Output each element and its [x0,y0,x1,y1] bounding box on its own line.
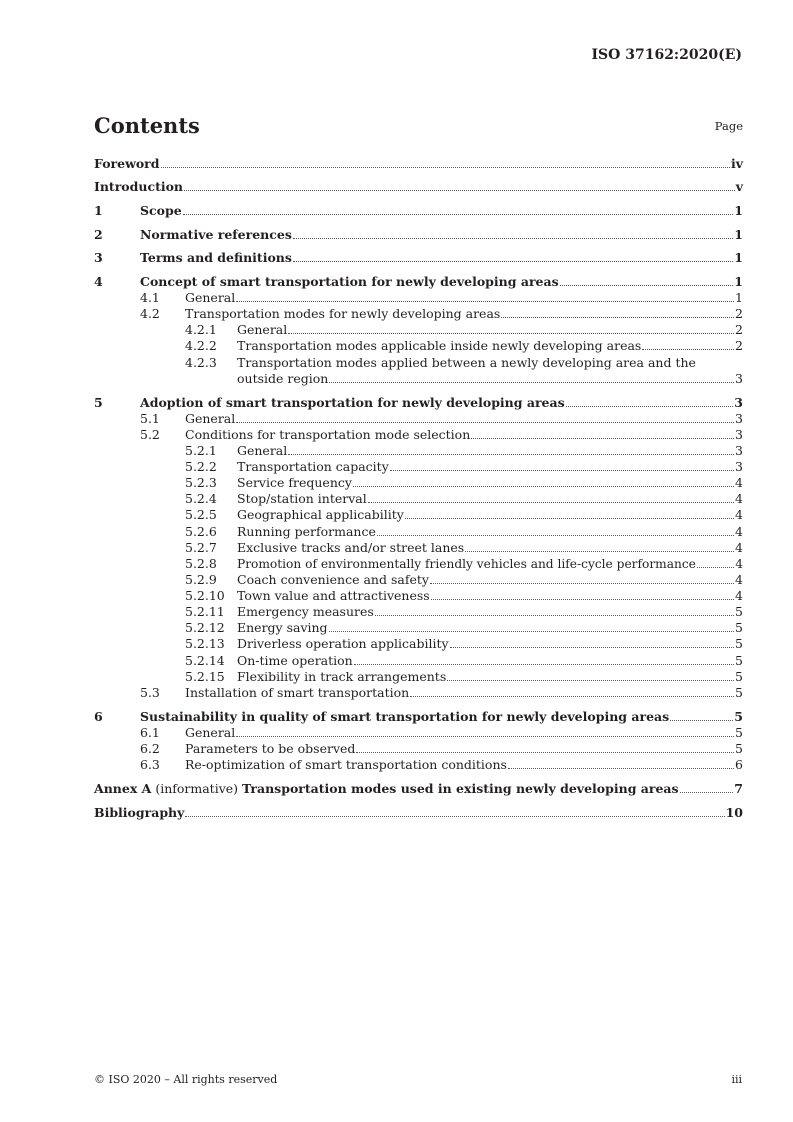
toc-page: 1 [734,203,743,218]
toc-page: 1 [735,290,743,305]
toc-entry-5-2-15[interactable] [237,669,743,685]
leader-dots [508,757,734,769]
toc-entry-terms-and-definitions[interactable] [140,250,743,266]
toc-page: iv [730,156,743,171]
annex-kind: (informative) [151,781,243,796]
toc-entry-6-2[interactable] [185,741,743,757]
toc-page: 4 [735,540,743,555]
leader-dots [293,250,733,262]
toc-title: Concept of smart transportation for newly developing areas [140,274,559,289]
toc-page: 5 [735,636,743,651]
toc-title: Driverless operation applicability [237,636,449,651]
leader-dots [236,290,734,302]
toc-page: 5 [735,653,743,668]
toc-entry-clause-4[interactable] [140,274,743,290]
toc-entry-5-2-10[interactable] [237,588,743,604]
toc-entry-4-2-3[interactable] [237,371,743,387]
toc-entry-foreword[interactable] [94,156,743,172]
toc-page: 4 [735,491,743,506]
toc-title: Adoption of smart transportation for newly developing areas [140,395,565,410]
leader-dots [670,709,733,721]
toc-entry-bibliography[interactable] [94,805,743,821]
leader-dots [288,322,734,334]
toc-page: 3 [735,411,743,426]
toc-entry-normative-references[interactable] [140,227,743,243]
leader-dots [465,540,734,552]
toc-page: 5 [735,620,743,635]
toc-entry-clause-6[interactable] [140,709,743,725]
toc-page: 3 [735,371,743,386]
leader-dots [293,227,733,239]
leader-dots [405,507,734,519]
toc-number: 5.3 [140,685,160,700]
toc-entry-5-2-4[interactable] [237,491,743,507]
toc-page: 5 [735,725,743,740]
copyright-notice: © ISO 2020 – All rights reserved [94,1073,278,1086]
toc-entry-6-3[interactable] [185,757,743,773]
toc-title: Promotion of environmentally friendly vehicles and life-cycle performance [237,557,696,571]
leader-dots [354,653,734,665]
toc-number: 6.1 [140,725,160,740]
toc-page: 1 [734,227,743,242]
page-number: iii [731,1073,742,1086]
toc-number: 6.2 [140,741,160,756]
toc-entry-clause-5[interactable] [140,395,743,411]
leader-dots [377,524,734,536]
toc-title: General [185,411,236,426]
toc-title-line[interactable]: Transportation modes applied between a newly developing area and the [237,355,696,370]
toc-number: 4.2.3 [185,355,217,370]
leader-dots [356,741,734,753]
toc-page: 5 [735,741,743,756]
toc-entry-4-1[interactable] [185,290,743,306]
toc-page: 4 [735,588,743,603]
leader-dots [431,588,734,600]
toc-number: 5.2.2 [185,459,217,474]
toc-title: Exclusive tracks and/or street lanes [237,540,465,555]
toc-title: Terms and definitions [140,250,292,265]
toc-number: 5 [94,395,103,410]
toc-page: v [735,179,743,194]
toc-entry-5-2-13[interactable] [237,636,743,652]
toc-number: 5.2.4 [185,491,217,506]
toc-title: Energy saving [237,620,328,635]
toc-number: 5.2.14 [185,653,225,668]
toc-number: 5.2.7 [185,540,217,555]
toc-number: 4 [94,274,103,289]
leader-dots [501,306,734,318]
leader-dots [697,556,734,568]
toc-number: 4.2 [140,306,160,321]
toc-entry-5-2-8[interactable] [237,556,743,572]
leader-dots [560,274,734,286]
leader-dots [236,411,734,423]
toc-number: 5.2.3 [185,475,217,490]
toc-page: 4 [735,507,743,522]
toc-entry-5-2-1[interactable] [237,443,743,459]
leader-dots [236,725,734,737]
leader-dots [353,475,734,487]
toc-title: Bibliography [94,805,185,820]
toc-title: outside region [237,371,329,386]
leader-dots [680,781,734,793]
toc-entry-5-3[interactable] [185,685,743,701]
leader-dots [185,805,724,817]
toc-entry-4-2[interactable] [185,306,743,322]
toc-entry-5-2-11[interactable] [237,604,743,620]
toc-number: 5.2.11 [185,604,225,619]
toc-number: 4.2.2 [185,338,217,353]
toc-title: Transportation modes used in existing newly developing areas [242,781,679,796]
toc-page: 4 [735,557,743,571]
toc-number: 5.1 [140,411,160,426]
leader-dots [329,620,734,632]
toc-page: 4 [735,572,743,587]
toc-number: 5.2.9 [185,572,217,587]
toc-page: 6 [735,757,743,772]
toc-page: 1 [734,250,743,265]
toc-number: 3 [94,250,103,265]
toc-entry-5-2-2[interactable] [237,459,743,475]
toc-title: General [237,322,288,337]
toc-number: 5.2.5 [185,507,217,522]
toc-page: 2 [735,322,743,337]
toc-title: General [237,443,288,458]
toc-page: 10 [725,805,743,820]
leader-dots [430,572,734,584]
annex-label: Annex A [94,781,152,796]
toc-title: Conditions for transportation mode selection [185,427,471,442]
toc-title: Flexibility in track arrangements [237,669,447,684]
toc-title: Re-optimization of smart transportation conditions [185,757,507,772]
toc-entry-5-1[interactable] [185,411,743,427]
toc-number: 5.2.12 [185,620,225,635]
toc-number: 5.2.10 [185,588,225,603]
toc-entry-5-2-7[interactable] [237,540,743,556]
toc-title: Installation of smart transportation [185,685,410,700]
toc-page: 5 [735,669,743,684]
toc-number: 6.3 [140,757,160,772]
toc-title: Coach convenience and safety [237,572,429,587]
leader-dots [410,685,734,697]
toc-title: General [185,725,236,740]
toc-page: 5 [735,685,743,700]
toc-title: Running performance [237,524,376,539]
toc-entry-6-1[interactable] [185,725,743,741]
toc-page: 5 [734,709,743,724]
toc-number: 5.2 [140,427,160,442]
toc-entry-5-2-5[interactable] [237,507,743,523]
toc-page: 2 [735,306,743,321]
toc-number: 4.1 [140,290,160,305]
toc-title: Sustainability in quality of smart transportation for newly developing areas [140,709,670,724]
leader-dots [375,604,734,616]
toc-page: 3 [735,427,743,442]
toc-page: 1 [734,274,743,289]
leader-dots [288,443,734,455]
leader-dots [642,338,734,350]
toc-number: 4.2.1 [185,322,217,337]
toc-entry-4-2-2[interactable] [237,338,743,354]
page-title: Contents [94,113,200,138]
toc-page: 3 [735,459,743,474]
toc-entry-5-2[interactable] [185,427,743,443]
toc-title: Transportation capacity [237,459,389,474]
page-column-label: Page [714,119,743,133]
toc-entry-introduction[interactable] [94,179,743,195]
toc-entry-5-2-6[interactable] [237,524,743,540]
toc-entry-scope[interactable] [140,203,743,219]
toc-page: 3 [735,443,743,458]
toc-title: Stop/station interval [237,491,367,506]
leader-dots [566,395,734,407]
toc-title: Town value and attractiveness [237,588,430,603]
toc-title: On-time operation [237,653,353,668]
toc-page: 7 [734,781,743,796]
toc-number: 5.2.6 [185,524,217,539]
toc-entry-5-2-12[interactable] [237,620,743,636]
toc-number: 6 [94,709,103,724]
toc-title: Emergency measures [237,604,374,619]
toc-page: 2 [735,338,743,353]
toc-number: 5.2.8 [185,556,217,571]
toc-entry-5-2-14[interactable] [237,653,743,669]
toc-page: 4 [735,475,743,490]
document-id: ISO 37162:2020(E) [591,47,742,63]
toc-number: 2 [94,227,103,242]
toc-page: 4 [735,524,743,539]
toc-entry-5-2-3[interactable] [237,475,743,491]
toc-title: Service frequency [237,475,352,490]
toc-number: 1 [94,203,103,218]
toc-number: 5.2.13 [185,636,225,651]
leader-dots [368,491,734,503]
leader-dots [329,371,734,383]
toc-title: Normative references [140,227,292,242]
toc-title: Transportation modes for newly developing areas [185,306,501,321]
toc-number: 5.2.1 [185,443,217,458]
toc-entry-5-2-9[interactable] [237,572,743,588]
toc-title: Parameters to be observed [185,741,356,756]
toc-page: 5 [735,604,743,619]
leader-dots [450,636,735,648]
leader-dots [183,203,734,215]
contents-heading [94,113,743,137]
toc-entry-annex-a[interactable] [94,781,743,797]
toc-entry-4-2-1[interactable] [237,322,743,338]
leader-dots [161,156,730,168]
leader-dots [390,459,734,471]
toc-number: 5.2.15 [185,669,225,684]
leader-dots [447,669,734,681]
toc-page: 3 [734,395,743,410]
toc-title: Introduction [94,179,184,194]
leader-dots [184,179,735,191]
toc-title: General [185,290,236,305]
toc-title: Geographical applicability [237,507,404,522]
leader-dots [471,427,734,439]
toc-title: Foreword [94,156,160,171]
toc-title: Scope [140,203,182,218]
toc-title: Transportation modes applicable inside newly developing areas [237,338,642,353]
